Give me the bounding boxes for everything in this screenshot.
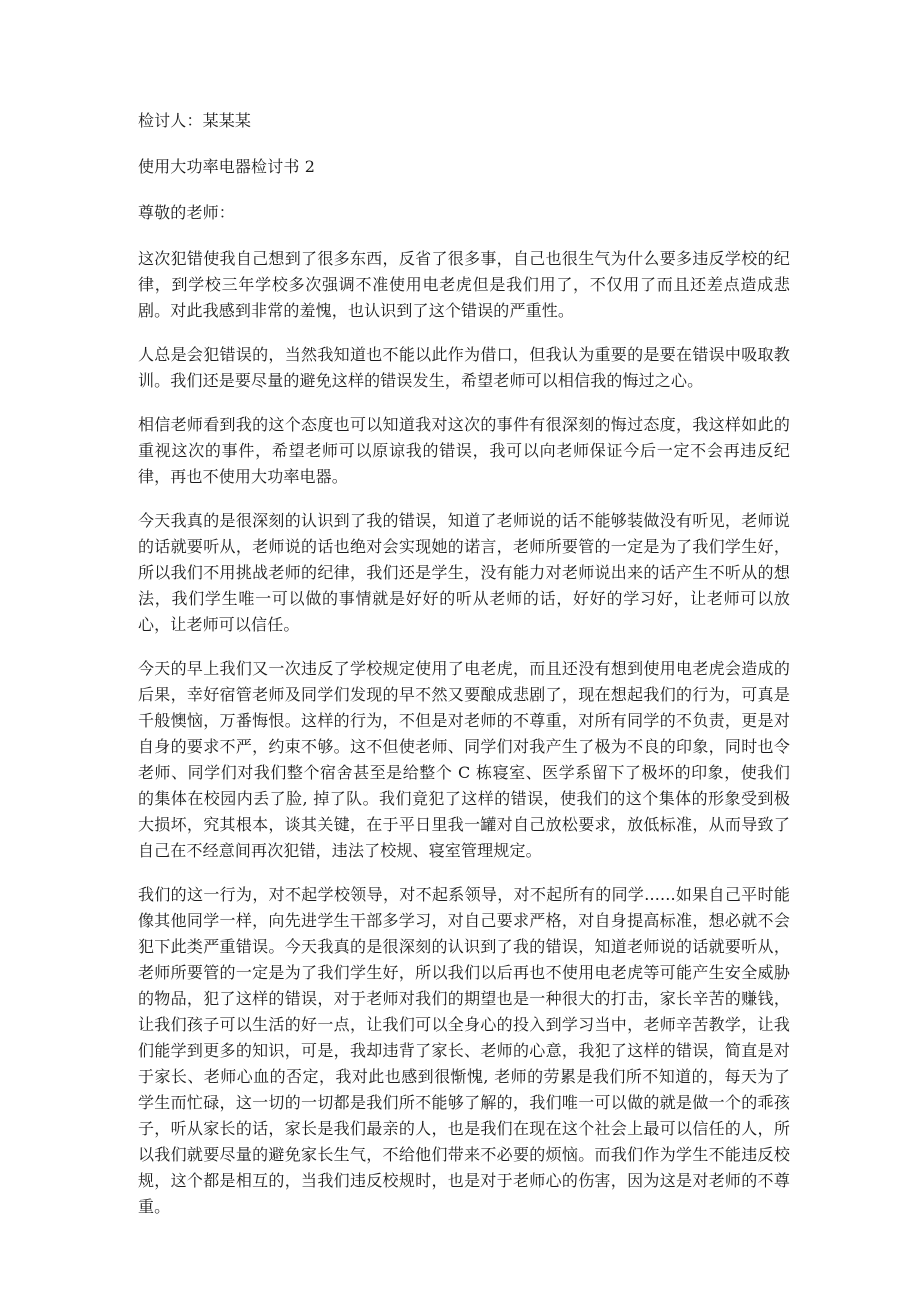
paragraph-2: 人总是会犯错误的，当然我知道也不能以此作为借口，但我认为重要的是要在错误中吸取教训。我们还是要尽量的避免这样的错误发生，希望老师可以相信我的悔过之心。 <box>138 345 790 390</box>
document-title: 使用大功率电器检讨书 2 <box>138 157 316 176</box>
paragraph-4: 今天我真的是很深刻的认识到了我的错误，知道了老师说的话不能够装做没有听见，老师说的话就要听从，老师说的话也绝对会实现她的诺言，老师所要管的一定是为了我们学生好，所以我们不用挑战老师的纪律，我们还是学生，没有能力对老师说出来的话产生不听从的想法，我们学生唯一可以做的事情就是好好的听从老师的话，好好的学习好，让老师可以放心，让老师可以信任。 <box>138 511 790 634</box>
paragraph-1: 这次犯错使我自己想到了很多东西，反省了很多事，自己也很生气为什么要多违反学校的纪律，到学校三年学校多次强调不准使用电老虎但是我们用了，不仅用了而且还差点造成悲剧。对此我感到非常的羞愧，也认识到了这个错误的严重性。 <box>138 249 790 320</box>
paragraph-5: 今天的早上我们又一次违反了学校规定使用了电老虎，而且还没有想到使用电老虎会造成的后果，幸好宿管老师及同学们发现的早不然又要酿成悲剧了，现在想起我们的行为，可真是千般懊恼，万番悔恨。这样的行为，不但是对老师的不尊重，对所有同学的不负责，更是对自身的要求不严，约束不够。这不但使老师、同学们对我产生了极为不良的印象，同时也令老师、同学们对我们整个宿舍甚至是给整个 C 栋寝室、医学系留下了极坏的印象，使我们的集体在校园内丢了脸, 掉了队。我们竟犯了这样的错误，使我们的这个集体的形象受到极大损坏，究其根本，谈其关键，在于平日里我一罐对自己放松要求，放低标准，从而导致了自己在不经意间再次犯错，违法了校规、寝室管理规定。 <box>138 659 790 860</box>
paragraph-3: 相信老师看到我的这个态度也可以知道我对这次的事件有很深刻的悔过态度，我这样如此的重视这次的事件，希望老师可以原谅我的错误，我可以向老师保证今后一定不会再违反纪律，再也不使用大功率电器。 <box>138 415 790 486</box>
greeting-line: 尊敬的老师： <box>138 203 235 222</box>
paragraph-6: 我们的这一行为，对不起学校领导，对不起系领导，对不起所有的同学......如果自己平时能像其他同学一样，向先进学生干部多学习，对自己要求严格，对自身提高标准，想必就不会犯下此类严重错误。今天我真的是很深刻的认识到了我的错误，知道老师说的话就要听从，老师所要管的一定是为了我们学生好，所以我们以后再也不使用电老虎等可能产生安全威胁的物品，犯了这样的错误，对于老师对我们的期望也是一种很大的打击，家长辛苦的赚钱，让我们孩子可以生活的好一点，让我们可以全身心的投入到学习当中，老师辛苦教学，让我们能学到更多的知识，可是，我却违背了家长、老师的心意，我犯了这样的错误，简直是对于家长、老师心血的否定，我对此也感到很惭愧, 老师的劳累是我们所不知道的，每天为了学生而忙碌，这一切的一切都是我们所不能够了解的，我们唯一可以做的就是做一个的乖孩子，听从家长的话，家长是我们最亲的人，也是我们在现在这个社会上最可以信任的人，所以我们就要尽量的避免家长生气，不给他们带来不必要的烦恼。而我们作为学生不能违反校规，这个都是相互的，当我们违反校规时，也是对于老师心的伤害，因为这是对老师的不尊重。 <box>138 885 790 1216</box>
signer-line: 检讨人：某某某 <box>138 111 252 130</box>
document-page <box>138 108 790 1238</box>
